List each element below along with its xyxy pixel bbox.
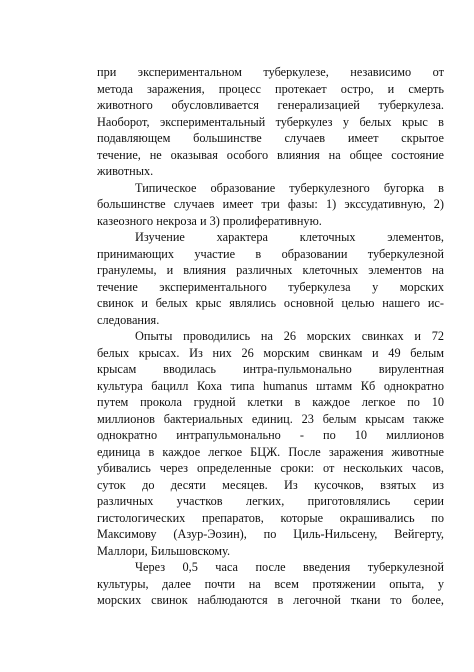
text-line: морских свинок наблюдаются в легочной ткани то более,	[97, 593, 444, 607]
text-line: большинстве случаев имеет три фазы: 1) экссудативную, 2)	[97, 197, 444, 211]
text-line: путем прокола грудной клетки в каждое легкое по 10	[97, 395, 444, 409]
paragraph	[97, 64, 444, 180]
text-line: течение экспериментального туберкулеза у морских	[97, 279, 444, 294]
document-page	[97, 64, 444, 609]
text-line: культуры, далее почти на всем протяжении опыта, у	[97, 576, 444, 591]
paragraph	[97, 559, 444, 609]
text-line: течение, не оказывая особого влияния на общее состояние	[97, 147, 444, 162]
text-line: свинок и белых крыс являлись основной целью нашего ис-	[97, 296, 444, 310]
text-line: Изучение характера клеточных элементов,	[135, 230, 444, 244]
text-line: Максимову (Азур-Эозин), по Циль-Нильсену, Вейгерту,	[97, 527, 444, 541]
text-line: гистологических препаратов, которые окрашивались по	[97, 510, 444, 525]
text-line: суток до десяти месяцев. Из кусочков, взятых из	[97, 477, 444, 492]
text-line: крысам вводилась интра-пульмонально вирулентная	[97, 362, 444, 376]
text-line: белых крысах. Из них 26 морским свинкам и 49 белым	[97, 345, 444, 360]
paragraph	[97, 180, 444, 230]
text-line: убивались через определенные сроки: от нескольких часов,	[97, 461, 444, 475]
text-line: при экспериментальном туберкулезе, независимо от	[97, 65, 444, 79]
text-line: следования.	[97, 312, 160, 327]
text-line: гранулемы, и влияния различных клеточных элементов на	[97, 263, 444, 277]
paragraph	[97, 229, 444, 328]
text-line: животного обусловливается генерализацией туберкулеза.	[97, 98, 444, 112]
text-line: Наоборот, экспериментальный туберкулез у белых крыс в	[97, 114, 444, 129]
text-line: метода заражения, процесс протекает остро, и смерть	[97, 81, 444, 96]
text-line: животных.	[97, 164, 154, 178]
text-line: подавляющем большинстве случаев имеет скрытое	[97, 131, 444, 145]
text-line: культура бацилл Коха типа humanus штамм Кб однократно	[97, 378, 444, 393]
text-line: единица в каждое легкое БЦЖ. После заражения животные	[97, 444, 444, 459]
text-line: Типическое образование туберкулезного бугорка в	[135, 180, 444, 195]
text-line: принимающих участие в образовании туберкулезной	[97, 246, 444, 261]
text-line: Опыты проводились на 26 морских свинках и 72	[135, 329, 444, 343]
paragraph	[97, 328, 444, 559]
text-line: казеозного некроза и 3) пролиферативную.	[97, 213, 322, 228]
text-line: Маллори, Бильшовскому.	[97, 543, 231, 558]
text-line: различных участков легких, приготовлялись серии	[97, 494, 444, 508]
text-line: миллионов бактериальных единиц. 23 белым крысам также	[97, 411, 444, 426]
text-line: однократно интрапульмонально - по 10 миллионов	[97, 428, 444, 442]
text-line: Через 0,5 часа после введения туберкулезной	[135, 560, 444, 574]
